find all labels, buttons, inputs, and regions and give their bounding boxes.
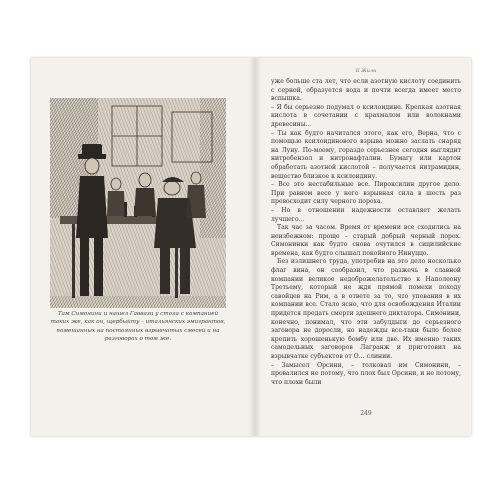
book-spread [31, 58, 471, 436]
paragraph: Без излишнего труда, употребив на это дело несколько флаг вина, он сообразил, что разжечь в славной компании великое недоброжелательство к Наполеону Третьему, который не ждя прямой помехи походу савойцев на Рим, а в ответе за то, что упования в их компании все. Стало ясно, что для освобождения Италии придется предать смерти здешнего диктатора. Симонини, конечно, понимал, что эти забулдыги до серьезного заговора не доросли, но надежды все-таки было более крепить хорошенькую бомбу или две. Их именно таких самодельных заговоров Лагранж и приготовил на взрывчатке субъектов от О… слинии. [271, 258, 461, 360]
left-page [31, 58, 255, 436]
paragraph: – Ты как будто начитался этого, как его, Верна, что с помощью ксилоидинового взрыва можно заслать снаряд на Луну. По-моему, гораздо серьезнее сегодня выглядит нитробензол и нитронафталин. Бумагу или картон обработать азотной кислотой – получается нитрамидин, вещество близкое к ксилоидину. [271, 129, 461, 180]
illustration-caption: Там Симонини и нашел Гаввази у стола с компанией таких же, как он, щербыйту – итальянских эмигрантов, помешанных на постоянных взрывчатых смесей и на разговорах о том же. [50, 311, 226, 343]
paragraph: уже больше ста лет, что если азотную кислоту соединить с серной, образуется вода и почти всегда имеет место вспышка. [271, 78, 461, 103]
right-page [261, 58, 471, 436]
paragraph: – Но в отношении надежности оставляет желать лучшего… [271, 206, 461, 223]
paragraph: – Замысел Орсини, – толковал им Симонини, – провалился не потому, что плох был Орсини, и не потому, что плохи были [271, 361, 461, 386]
page-number: 249 [360, 410, 372, 417]
paragraph: Так час за часом. Время от времени все сходились на неизбежном: проще – старый добрый черный порох. Симонинки как будто снова очутился в сицилийские времена, как будто слышал покойного Нинуццо. [271, 224, 461, 257]
running-head: II Жили [355, 68, 377, 74]
paragraph: – Я бы серьезно подумал о ксилоидине. Крепкая азотная кислота в сочетании с крахмалом или волокнами древесины… [271, 103, 461, 128]
engraving-illustration [50, 98, 226, 308]
paragraph: – Все это нестабильные все. Пироксилин другое дело. При равном весе у него взрывная сила в шесть раз превосходит силу черного пороха. [271, 181, 461, 206]
body-text [271, 78, 461, 387]
